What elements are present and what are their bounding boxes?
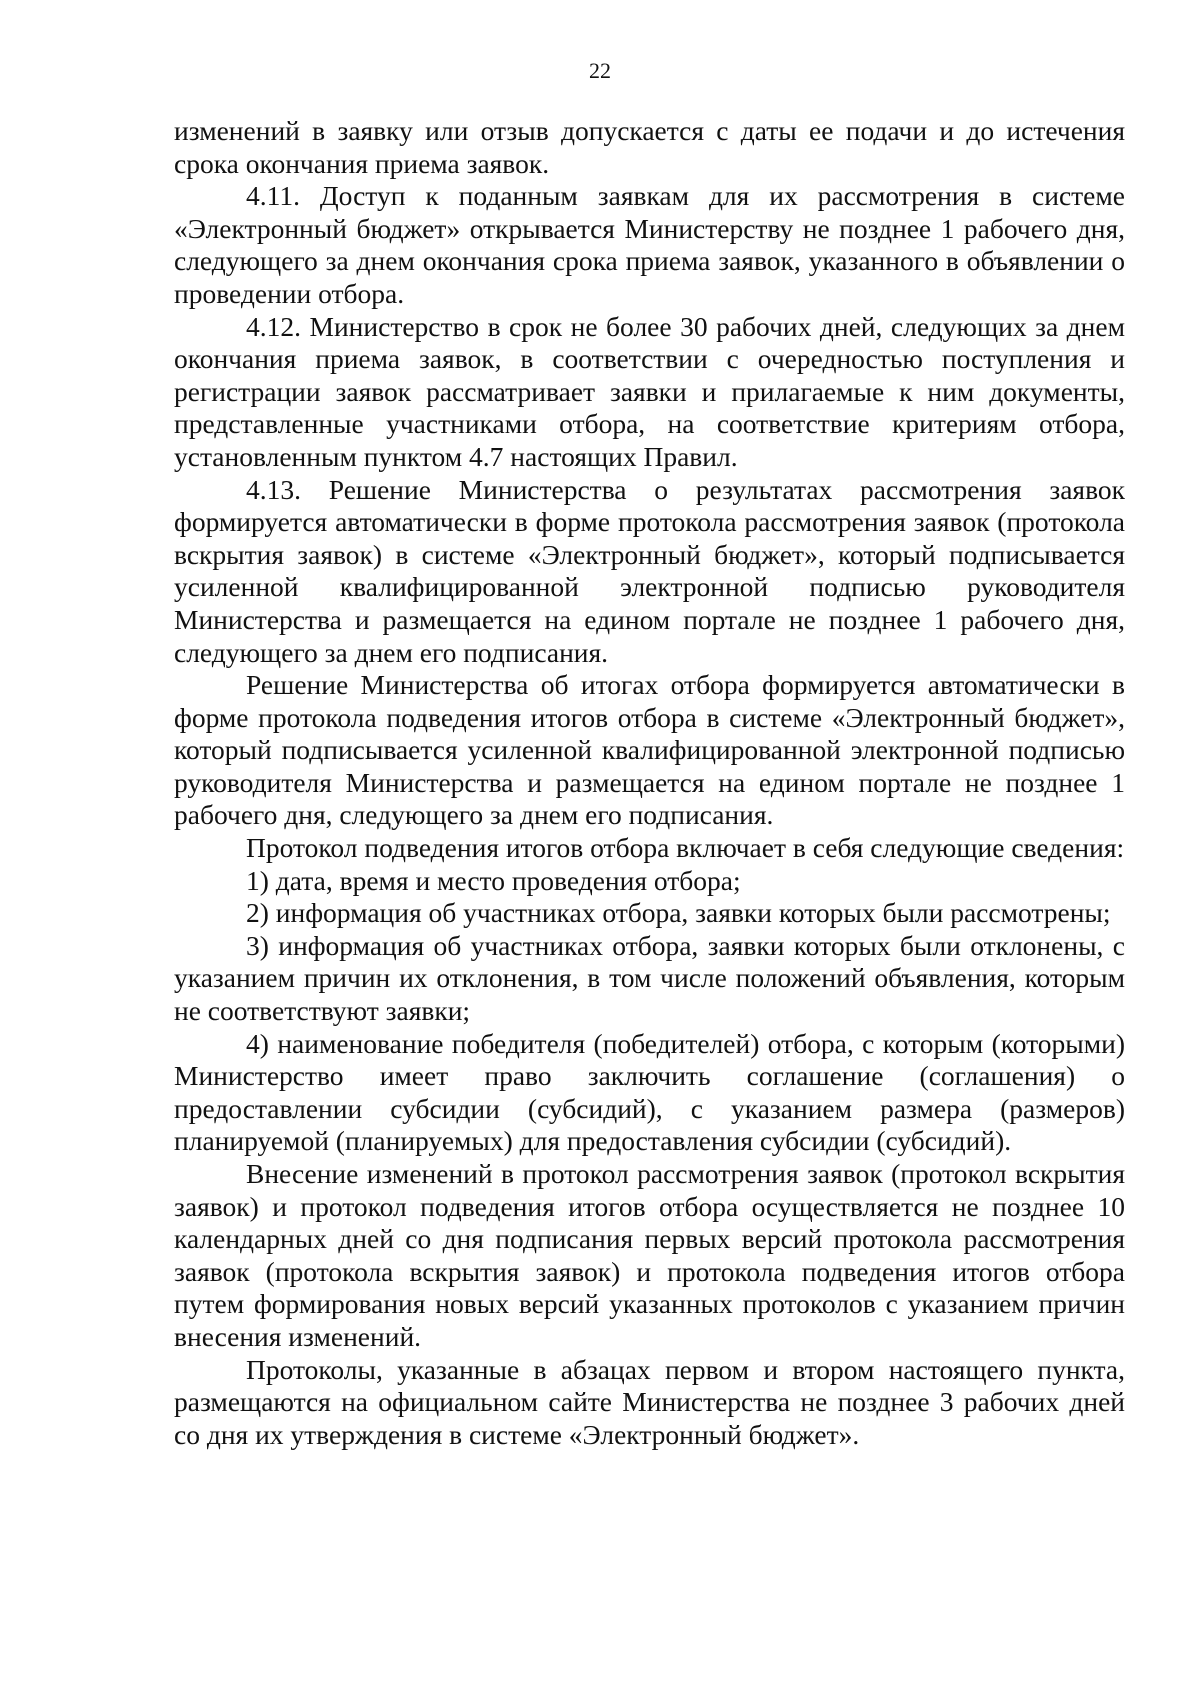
paragraph-protocol-contents: Протокол подведения итогов отбора включает в себя следующие сведения:: [246, 832, 1125, 864]
paragraph-4-12: 4.12. Министерство в срок не более 30 рабочих дней, следующих за днем окончания приема заявок, в соответствии с очередностью поступления и регистрации заявок рассматривает заявки и прилагаемые к ним документы, представленные участниками отбора, на соответствие критериям отбора, установленным пунктом 4.7 настоящих Правил.: [174, 310, 1125, 472]
paragraph-4-13: 4.13. Решение Министерства о результатах рассмотрения заявок формируется автоматически в форме протокола рассмотрения заявок (протокола вскрытия заявок) в системе «Электронный бюджет», который подписывается усиленной квалифицированной электронной подписью руководителя Министерства и размещается на едином портале не позднее 1 рабочего дня, следующего за днем его подписания.: [174, 473, 1125, 668]
list-item-2: 2) информация об участниках отбора, заявки которых были рассмотрены;: [246, 897, 1111, 929]
paragraph-protocols-publication: Протоколы, указанные в абзацах первом и втором настоящего пункта, размещаются на официальном сайте Министерства не позднее 3 рабочих дней со дня их утверждения в системе «Электронный бюджет».: [174, 1353, 1125, 1450]
document-body: [174, 115, 1125, 1451]
paragraph-protocol-changes: Внесение изменений в протокол рассмотрения заявок (протокол вскрытия заявок) и протокол подведения итогов отбора осуществляется не позднее 10 календарных дней со дня подписания первых версий протокола рассмотрения заявок (протокола вскрытия заявок) и протокола подведения итогов отбора путем формирования новых версий указанных протоколов с указанием причин внесения изменений.: [174, 1158, 1125, 1352]
paragraph-continuation: изменений в заявку или отзыв допускается с даты ее подачи и до истечения срока окончания приема заявок.: [174, 115, 1125, 179]
page-number: 22: [589, 58, 611, 83]
list-item-3: 3) информация об участниках отбора, заявки которых были отклонены, с указанием причин их отклонения, в том числе положений объявления, которым не соответствуют заявки;: [174, 929, 1125, 1027]
paragraph-results-decision: Решение Министерства об итогах отбора формируется автоматически в форме протокола подведения итогов отбора в системе «Электронный бюджет», который подписывается усиленной квалифицированной электронной подписью руководителя Министерства и размещается на едином портале не позднее 1 рабочего дня, следующего за днем его подписания.: [174, 669, 1125, 831]
list-item-1: 1) дата, время и место проведения отбора;: [246, 864, 741, 896]
paragraph-4-11: 4.11. Доступ к поданным заявкам для их рассмотрения в системе «Электронный бюджет» открывается Министерству не позднее 1 рабочего дня, следующего за днем окончания срока приема заявок, указанного в объявлении о проведении отбора.: [174, 180, 1125, 309]
list-item-4: 4) наименование победителя (победителей) отбора, с которым (которыми) Министерство имеет право заключить соглашение (соглашения) о предоставлении субсидии (субсидий), с указанием размера (размеров) планируемой (планируемых) для предоставления субсидии (субсидий).: [174, 1027, 1125, 1157]
